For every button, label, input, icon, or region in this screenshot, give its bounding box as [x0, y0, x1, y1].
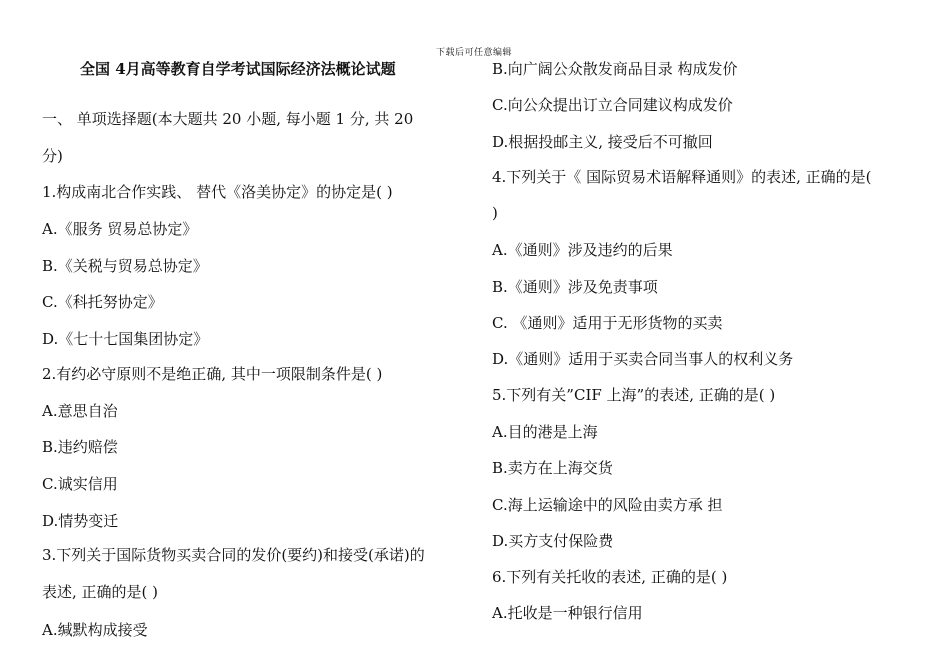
option-3d: D.根据投邮主义, 接受后不可撤回 [492, 133, 713, 151]
option-5b: B.卖方在上海交货 [492, 459, 613, 477]
option-1b: B.《关税与贸易总协定》 [42, 257, 208, 275]
option-3c: C.向公众提出订立合同建议构成发价 [492, 96, 733, 114]
question-4: 4.下列关于《 国际贸易术语解释通则》的表述, 正确的是( [492, 168, 872, 186]
option-3b: B.向广阔公众散发商品目录 构成发价 [492, 60, 738, 78]
section-heading: 一、 单项选择题(本大题共 20 小题, 每小题 1 分, 共 20 [42, 110, 414, 128]
option-2c: C.诚实信用 [42, 475, 118, 493]
option-2d: D.情势变迁 [42, 512, 119, 530]
header-note: 下载后可任意编辑 [436, 48, 513, 58]
option-2a: A.意思自治 [42, 402, 118, 420]
option-6a: A.托收是一种银行信用 [492, 604, 643, 622]
option-5c: C.海上运输途中的风险由卖方承 担 [492, 496, 723, 514]
option-1d: D.《七十七国集团协定》 [42, 330, 209, 348]
question-6: 6.下列有关托收的表述, 正确的是( ) [492, 568, 728, 586]
option-1a: A.《服务 贸易总协定》 [42, 220, 198, 238]
option-5a: A.目的港是上海 [492, 423, 598, 441]
question-4-cont: ) [492, 204, 498, 222]
option-4b: B.《通则》涉及免责事项 [492, 278, 658, 296]
option-2b: B.违约赔偿 [42, 438, 118, 456]
document-title: 全国 4月高等教育自学考试国际经济法概论试题 [80, 60, 396, 78]
question-2: 2.有约必守原则不是绝正确, 其中一项限制条件是( ) [42, 365, 383, 383]
option-4a: A.《通则》涉及违约的后果 [492, 241, 673, 259]
question-3-cont: 表述, 正确的是( ) [42, 583, 159, 601]
question-5: 5.下列有关”CIF 上海”的表述, 正确的是( ) [492, 386, 776, 404]
option-5d: D.买方支付保险费 [492, 532, 614, 550]
option-1c: C.《科托努协定》 [42, 293, 163, 311]
option-4d: D.《通则》适用于买卖合同当事人的权利义务 [492, 350, 794, 368]
section-heading-cont: 分) [42, 147, 63, 165]
option-3a: A.缄默构成接受 [42, 621, 148, 639]
option-4c: C. 《通则》适用于无形货物的买卖 [492, 314, 723, 332]
question-1: 1.构成南北合作实践、 替代《洛美协定》的协定是( ) [42, 183, 393, 201]
question-3: 3.下列关于国际货物买卖合同的发价(要约)和接受(承诺)的 [42, 546, 425, 564]
